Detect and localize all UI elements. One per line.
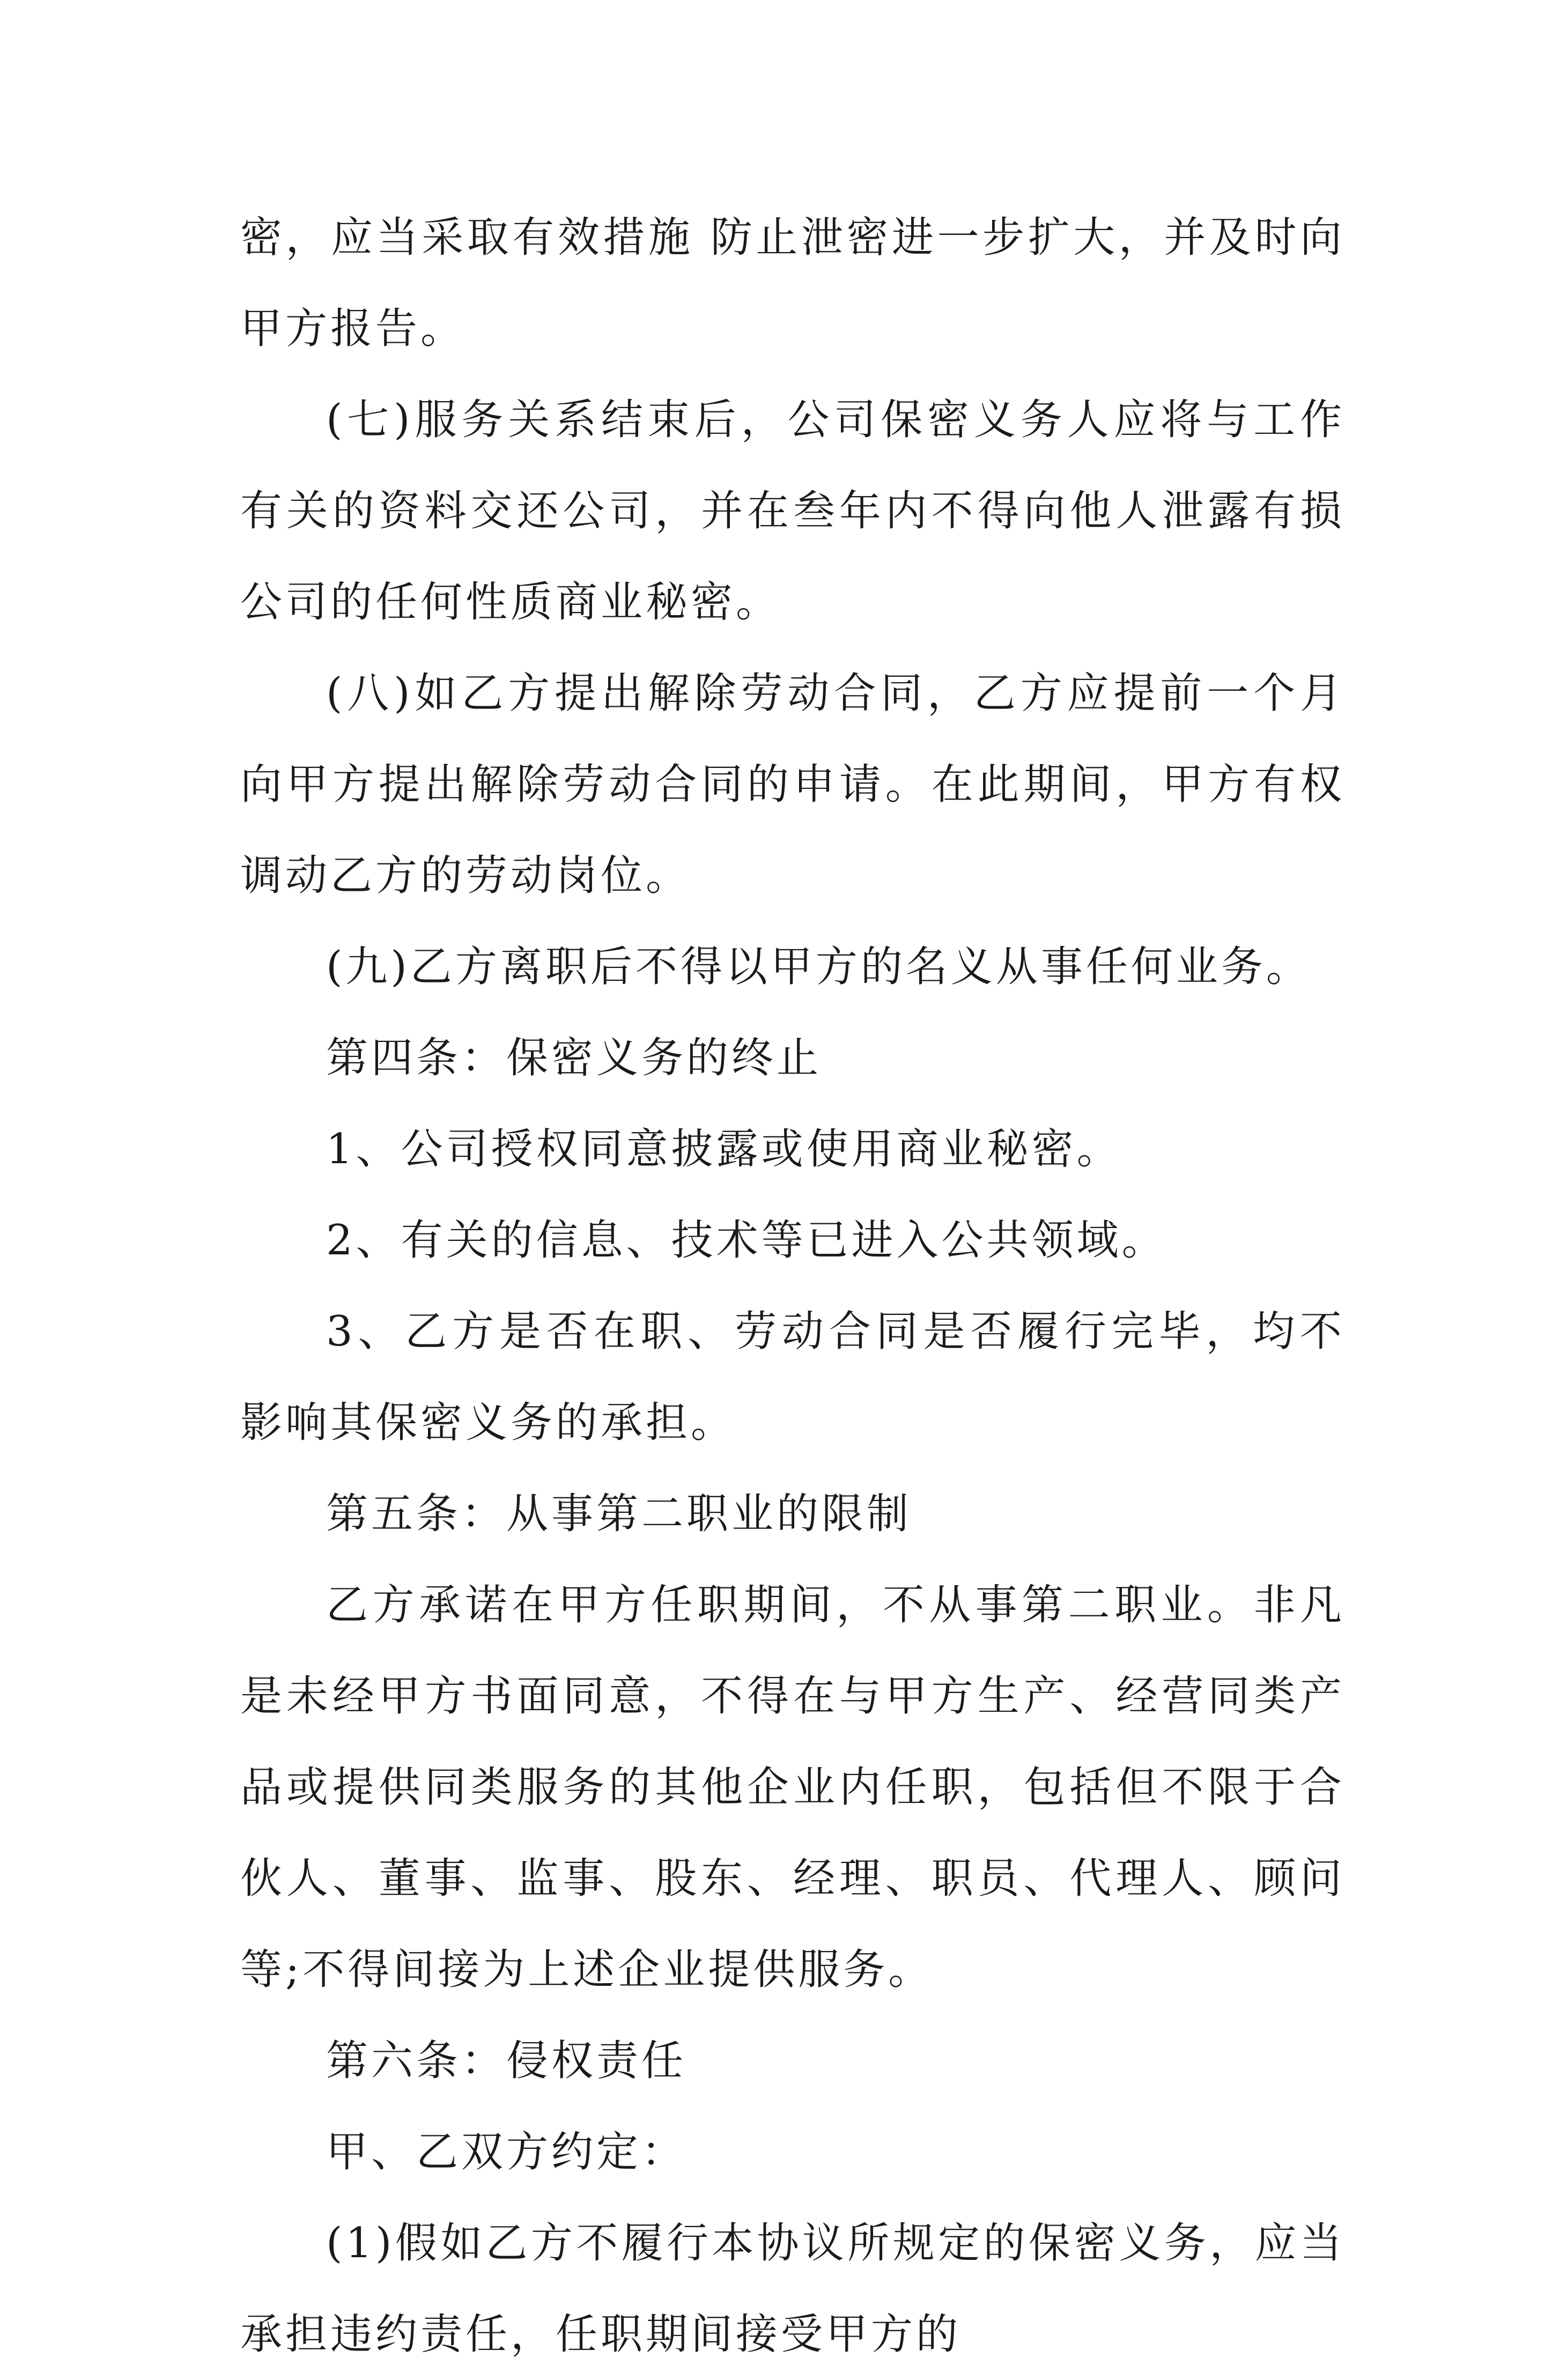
list-item: 1、公司授权同意披露或使用商业秘密。 [326, 1125, 1122, 1173]
list-item: 3、乙方是否在职、劳动合同是否履行完毕，均不影响其保密义务的承担。 [240, 1307, 1345, 1447]
section-heading: 第五条：从事第二职业的限制 [326, 1490, 912, 1538]
list-item: 2、有关的信息、技术等已进入公共领域。 [326, 1216, 1167, 1265]
paragraph: 密，应当采取有效措施 防止泄密进一步扩大，并及时向甲方报告。 [240, 213, 1345, 353]
paragraph: 甲、乙双方约定： [326, 2128, 687, 2176]
paragraph: (八)如乙方提出解除劳动合同，乙方应提前一个月向甲方提出解除劳动合同的申请。在此期间，甲方有权调动乙方的劳动岗位。 [240, 669, 1345, 900]
paragraph: 乙方承诺在甲方任职期间，不从事第二职业。非凡是未经甲方书面同意，不得在与甲方生产、经营同类产品或提供同类服务的其他企业内任职，包括但不限于合伙人、董事、监事、股东、经理、职员、代理人、顾问等;不得间接为上述企业提供服务。 [240, 1581, 1345, 1994]
document-body [240, 192, 1345, 2380]
section-heading: 第四条：保密义务的终止 [326, 1034, 822, 1082]
paragraph: (1)假如乙方不履行本协议所规定的保密义务，应当承担违约责任，任职期间接受甲方的 [240, 2219, 1345, 2359]
paragraph: (七)服务关系结束后，公司保密义务人应将与工作有关的资料交还公司，并在叁年内不得向他人泄露有损公司的任何性质商业秘密。 [240, 396, 1345, 626]
section-heading: 第六条：侵权责任 [326, 2037, 687, 2085]
paragraph: (九)乙方离职后不得以甲方的名义从事任何业务。 [326, 943, 1311, 991]
